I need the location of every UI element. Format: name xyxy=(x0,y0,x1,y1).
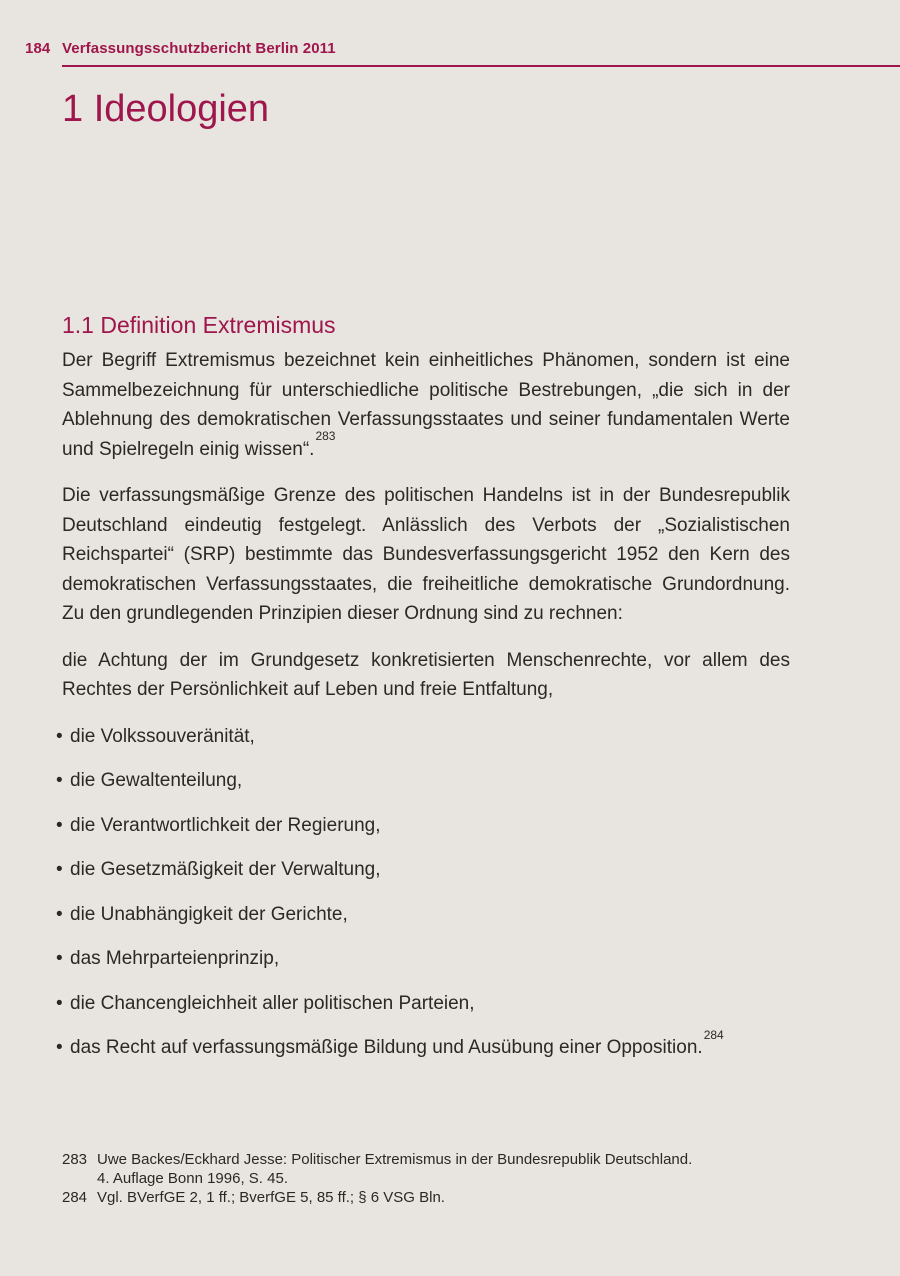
paragraph-constitutional-limit xyxy=(62,481,790,629)
footnote-line: Vgl. BVerfGE 2, 1 ff.; BverfGE 5, 85 ff.; § 6 VSG Bln. xyxy=(97,1189,445,1206)
footnote-number: 283 xyxy=(62,1151,88,1168)
footnote-ref-283: 283 xyxy=(315,429,336,444)
list-item-text: die Chancengleichheit aller politischen Parteien, xyxy=(70,992,475,1014)
header-rule xyxy=(62,65,900,67)
bullet-icon: • xyxy=(56,725,63,747)
footnote-number: 284 xyxy=(62,1189,88,1206)
report-title: Verfassungsschutzbericht Berlin 2011 xyxy=(62,40,336,57)
list-item xyxy=(56,811,790,841)
paragraph-text: die Achtung der im Grundgesetz konkretisierten Menschenrechte, vor allem des Rechtes der Persönlichkeit auf Leben und freie Entfaltung, xyxy=(62,649,790,700)
list-item xyxy=(56,900,790,930)
footnote-line: Uwe Backes/Eckhard Jesse: Politischer Extremismus in der Bundesrepublik Deutschland. xyxy=(97,1151,693,1168)
bullet-icon: • xyxy=(56,1037,63,1058)
bullet-icon: • xyxy=(56,903,63,925)
page-body xyxy=(56,310,790,1078)
bullet-icon: • xyxy=(56,859,63,880)
principles-list xyxy=(56,722,790,1063)
page-number: 184 xyxy=(25,40,51,57)
list-item xyxy=(56,944,790,974)
list-item xyxy=(56,1027,790,1063)
list-item-text-inner: das Recht auf verfassungsmäßige Bildung und Ausübung einer Opposition. xyxy=(70,1037,703,1058)
footnote xyxy=(62,1150,790,1188)
paragraph-principles-intro xyxy=(62,646,790,705)
footnote-text xyxy=(97,1188,790,1207)
footnote-text xyxy=(97,1150,790,1188)
footnote xyxy=(62,1188,790,1207)
paragraph-definition xyxy=(62,346,790,464)
list-item xyxy=(56,722,790,752)
section-heading: 1.1 Definition Extremismus xyxy=(62,312,336,338)
list-item-text: die Verantwortlichkeit der Regierung, xyxy=(70,814,381,836)
running-header xyxy=(25,40,336,57)
list-item-text: die Volkssouveränität, xyxy=(70,725,255,747)
list-item-text: die Gesetzmäßigkeit der Verwaltung, xyxy=(70,859,381,880)
list-item xyxy=(56,989,790,1019)
list-item-text: die Gewaltenteilung, xyxy=(70,770,243,791)
list-item xyxy=(56,855,790,885)
bullet-icon: • xyxy=(56,814,63,836)
list-item-text: die Unabhängigkeit der Gerichte, xyxy=(70,903,348,925)
bullet-icon: • xyxy=(56,948,63,969)
bullet-icon: • xyxy=(56,770,63,791)
list-item-text xyxy=(70,1027,724,1063)
footnote-ref-284: 284 xyxy=(703,1027,724,1042)
bullet-icon: • xyxy=(56,992,63,1014)
paragraph-text: Der Begriff Extremismus bezeichnet kein einheitliches Phänomen, sondern ist eine Sammelbezeichnung für unterschiedliche politische Bestrebungen, „die sich in der Ablehnung des demokratischen Verfassungsstaates und seiner fundamentalen Werte und Spielregeln einig wissen“. xyxy=(62,350,790,460)
footnotes-block xyxy=(62,1150,790,1207)
list-item xyxy=(56,766,790,796)
list-item-text: das Mehrparteienprinzip, xyxy=(70,948,280,969)
footnote-line: 4. Auflage Bonn 1996, S. 45. xyxy=(97,1170,288,1187)
paragraph-text: Die verfassungsmäßige Grenze des politischen Handelns ist in der Bundesrepublik Deutschland eindeutig festgelegt. Anlässlich des Verbots der „Sozialistischen Reichspartei“ (SRP) bestimmte das Bundesverfassungsgericht 1952 den Kern des demokratischen Verfassungsstaates, die freiheitliche demokratische Grundordnung. Zu den grundlegenden Prinzipien dieser Ordnung sind zu rechnen: xyxy=(62,485,790,624)
chapter-heading: 1 Ideologien xyxy=(62,88,270,130)
